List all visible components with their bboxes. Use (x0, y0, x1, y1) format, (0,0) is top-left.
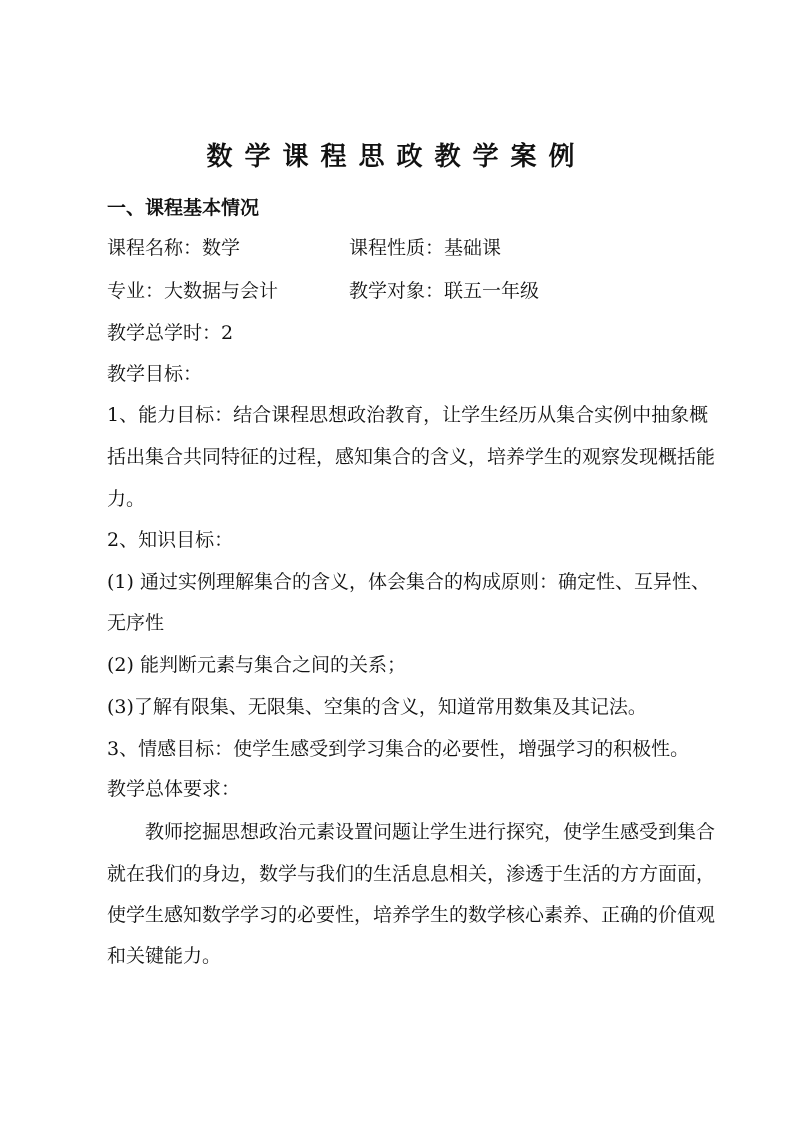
ability-objective-line-1: 1、能力目标：结合课程思想政治教育，让学生经历从集合实例中抽象概 (107, 404, 709, 426)
section-heading-course-info: 一、课程基本情况 (107, 197, 260, 219)
teaching-audience: 教学对象：联五一年级 (349, 280, 540, 302)
knowledge-item-1-line-1: (1) 通过实例理解集合的含义，体会集合的构成原则：确定性、互异性、 (107, 571, 710, 593)
objectives-heading: 教学目标： (107, 363, 203, 385)
emotion-objective: 3、情感目标：使学生感受到学习集合的必要性，增强学习的积极性。 (107, 738, 690, 760)
knowledge-item-2: (2) 能判断元素与集合之间的关系； (107, 654, 406, 676)
overall-requirements-heading: 教学总体要求： (107, 778, 241, 800)
ability-objective-line-3: 力。 (107, 488, 146, 510)
course-name: 课程名称：数学 (107, 237, 241, 259)
knowledge-item-3: (3)了解有限集、无限集、空集的含义，知道常用数集及其记法。 (107, 696, 647, 718)
major: 专业：大数据与会计 (107, 280, 279, 302)
overall-requirements-line-2: 就在我们的身边，数学与我们的生活息息相关，渗透于生活的方方面面， (107, 863, 716, 885)
knowledge-objective-heading: 2、知识目标： (107, 529, 234, 551)
overall-requirements-line-3: 使学生感知数学学习的必要性，培养学生的数学核心素养、正确的价值观 (107, 904, 716, 926)
overall-requirements-line-1: 教师挖掘思想政治元素设置问题让学生进行探究，使学生感受到集合 (145, 821, 716, 843)
overall-requirements-line-4: 和关键能力。 (107, 945, 222, 967)
course-nature: 课程性质：基础课 (349, 237, 502, 259)
total-hours: 教学总学时：2 (107, 322, 234, 344)
document-title: 数学课程思政教学案例 (206, 142, 587, 172)
knowledge-item-1-line-2: 无序性 (107, 612, 165, 634)
ability-objective-line-2: 括出集合共同特征的过程，感知集合的含义，培养学生的观察发现概括能 (107, 446, 716, 468)
